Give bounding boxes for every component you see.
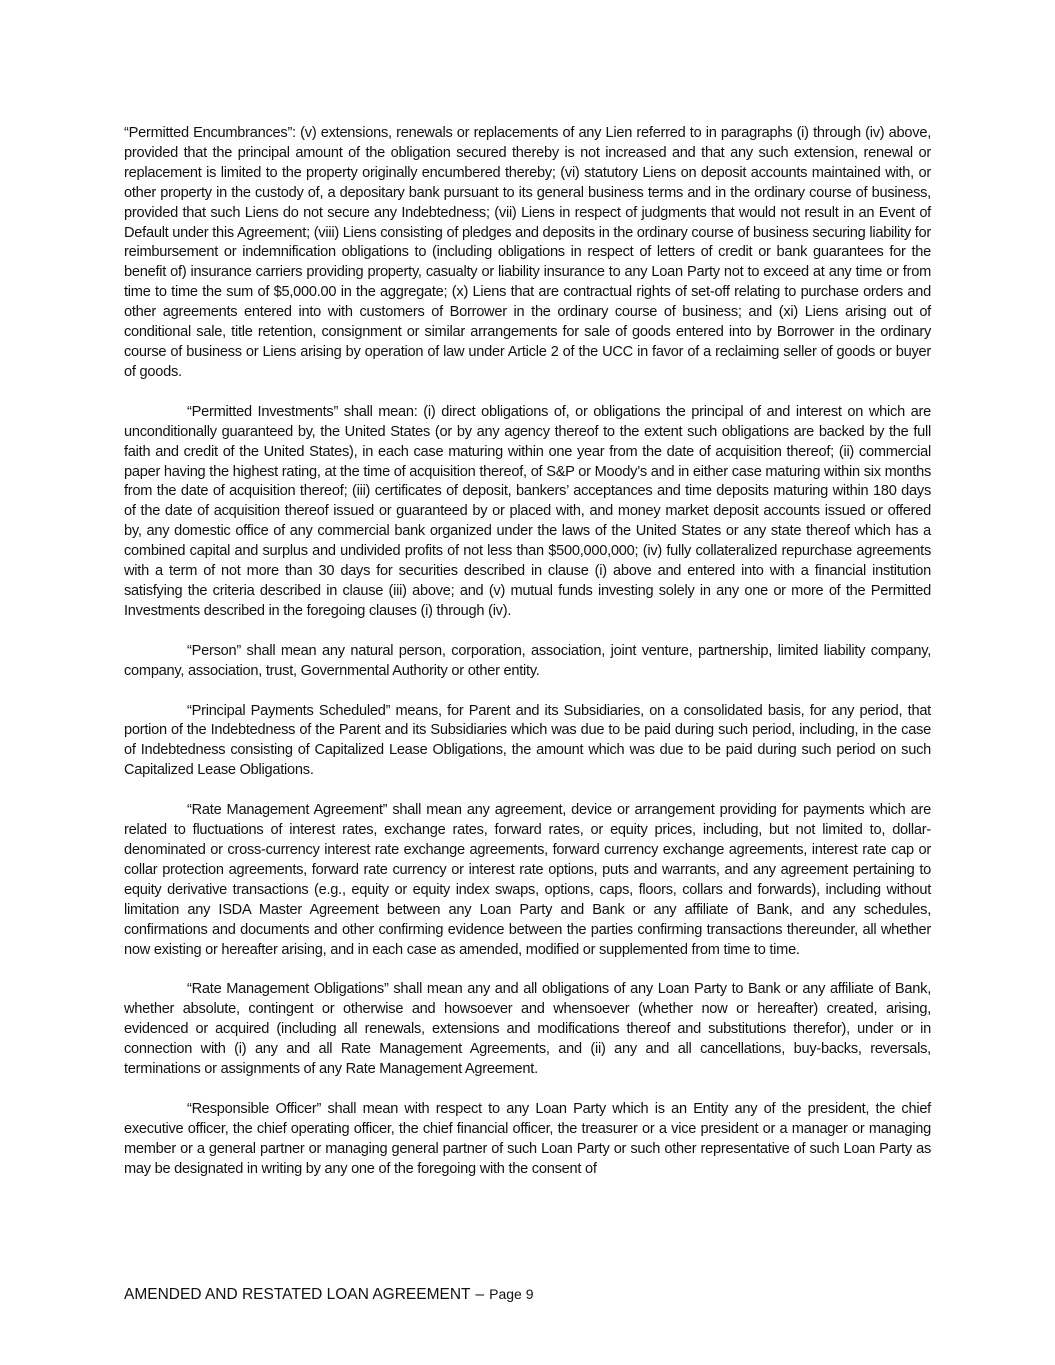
- document-body: [124, 124, 931, 1200]
- footer-separator: –: [475, 1286, 485, 1303]
- footer-title: AMENDED AND RESTATED LOAN AGREEMENT: [124, 1286, 471, 1303]
- page-footer: [124, 1284, 534, 1305]
- paragraph-rate-management-agreement: “Rate Management Agreement” shall mean any agreement, device or arrangement providing for payments which are related to fluctuations of interest rates, exchange rates, forward rates, or equity prices, including, but not limited to, dollar-denominated or cross-currency interest rate exchange agreements, forward currency exchange agreements, interest rate cap or collar protection agreements, forward rate currency or interest rate options, puts and warrants, and any agreement pertaining to equity derivative transactions (e.g., equity or equity index swaps, options, caps, floors, collars and forwards), including without limitation any ISDA Master Agreement between any Loan Party and Bank or any affiliate of Bank, and any schedules, confirmations and documents and other confirming evidence between the parties confirming transactions thereunder, all whether now existing or hereafter arising, and in each case as amended, modified or supplemented from time to time.: [124, 802, 931, 958]
- paragraph-principal-payments-scheduled: “Principal Payments Scheduled” means, for Parent and its Subsidiaries, on a consolidated basis, for any period, that portion of the Indebtedness of the Parent and its Subsidiaries which was due to be paid during such period, including, in the case of Indebtedness consisting of Capitalized Lease Obligations, the amount which was due to be paid during such period on such Capitalized Lease Obligations.: [124, 702, 931, 779]
- paragraph-permitted-encumbrances-continued: “Permitted Encumbrances”: (v) extensions, renewals or replacements of any Lien referred to in paragraphs (i) through (iv) above, provided that the principal amount of the obligation secured thereby is not increased and that any such extension, renewal or replacement is limited to the property originally encumbered thereby; (vi) statutory Liens on deposit accounts maintained with, or other property in the custody of, a depositary bank pursuant to its general business terms and in the ordinary course of business, provided that such Liens do not secure any Indebtedness; (vii) Liens in respect of judgments that would not result in an Event of Default under this Agreement; (viii) Liens consisting of pledges and deposits in the ordinary course of business securing liability for reimbursement or indemnification obligations to (including obligations in respect of letters of credit or bank guarantees for the benefit of) insurance carriers providing property, casualty or liability insurance to any Loan Party not to exceed at any time or from time to time the sum of $5,000.00 in the aggregate; (x) Liens that are contractual rights of set-off relating to purchase orders and other agreements entered into with customers of Borrower in the ordinary course of business; and (xi) Liens arising out of conditional sale, title retention, consignment or similar arrangements for sale of goods entered into by Borrower in the ordinary course of business or Liens arising by operation of law under Article 2 of the UCC in favor of a reclaiming seller of goods or buyer of goods.: [124, 125, 931, 380]
- paragraph-permitted-investments: “Permitted Investments” shall mean: (i) direct obligations of, or obligations the principal of and interest on which are unconditionally guaranteed by, the United States (or by any agency thereof to the extent such obligations are backed by the full faith and credit of the United States), in each case maturing within one year from the date of acquisition thereof; (ii) commercial paper having the highest rating, at the time of acquisition thereof, of S&P or Moody’s and in either case maturing within six months from the date of acquisition thereof; (iii) certificates of deposit, bankers’ acceptances and time deposits maturing within 180 days of the date of acquisition thereof issued or guaranteed by or placed with, and money market deposit accounts issued or offered by, any domestic office of any commercial bank organized under the laws of the United States or any state thereof which has a combined capital and surplus and undivided profits of not less than $500,000,000; (iv) fully collateralized repurchase agreements with a term of not more than 30 days for securities described in clause (i) above and entered into with a financial institution satisfying the criteria described in clause (iii) above; and (v) mutual funds investing solely in any one or more of the Permitted Investments described in the foregoing clauses (i) through (iv).: [124, 403, 931, 619]
- paragraph-responsible-officer: “Responsible Officer” shall mean with respect to any Loan Party which is an Entity any of the president, the chief executive officer, the chief operating officer, the chief financial officer, the treasurer or a vice president or a manager or managing member or a general partner or managing general partner of such Loan Party or such other representative of such Loan Party as may be designated in writing by any one of the foregoing with the consent of: [124, 1100, 931, 1177]
- paragraph-person: “Person” shall mean any natural person, corporation, association, joint venture, partnership, limited liability company, company, association, trust, Governmental Authority or other entity.: [124, 642, 931, 679]
- paragraph-rate-management-obligations: “Rate Management Obligations” shall mean any and all obligations of any Loan Party to Bank or any affiliate of Bank, whether absolute, contingent or otherwise and howsoever and whensoever (whether now or hereafter) created, arising, evidenced or acquired (including all renewals, extensions and modifications thereof and substitutions therefor), under or in connection with (i) any and all Rate Management Agreements, and (ii) any and all cancellations, buy-backs, reversals, terminations or assignments of any Rate Management Agreement.: [124, 981, 931, 1078]
- footer-page-number: Page 9: [489, 1286, 534, 1302]
